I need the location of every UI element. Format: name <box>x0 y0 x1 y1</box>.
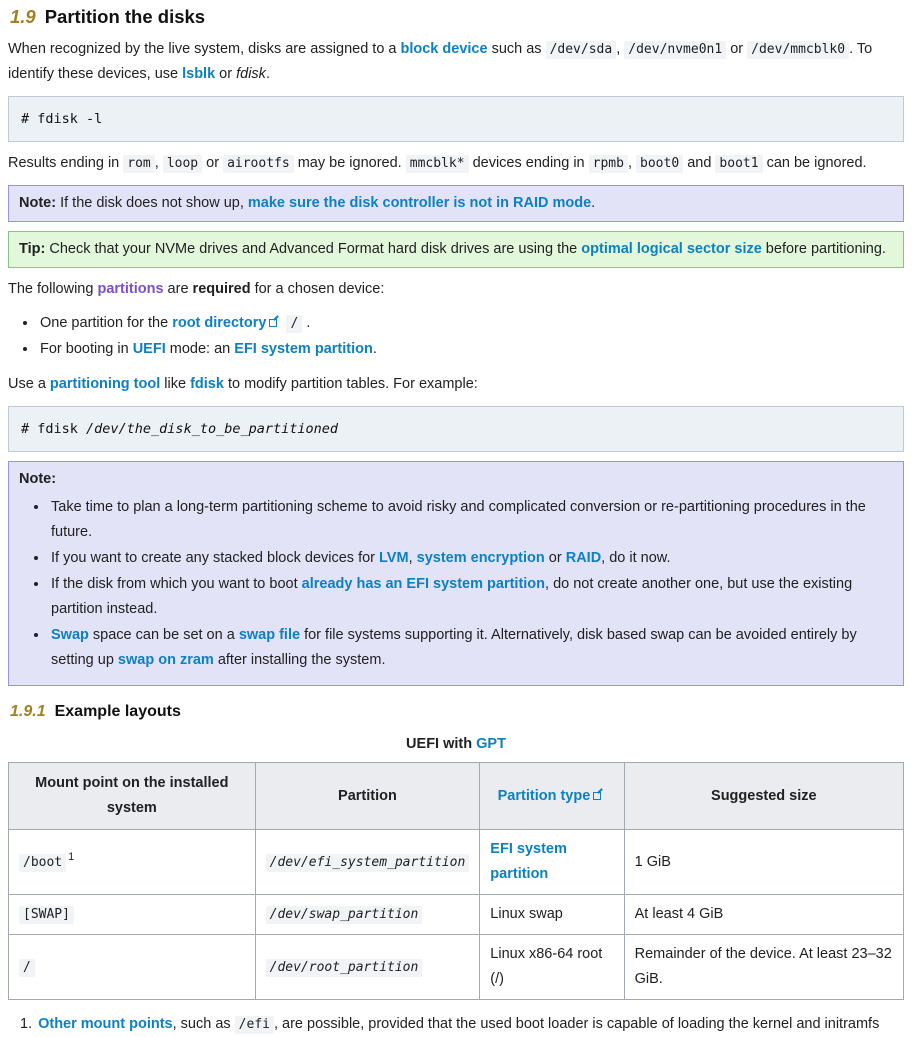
text-run: If you want to create any stacked block devices for <box>51 550 380 566</box>
link[interactable]: EFI system partition <box>234 341 373 357</box>
text-run: Note: <box>19 195 57 211</box>
text-run: Suggested size <box>711 787 817 804</box>
link[interactable]: root directory <box>172 315 267 331</box>
wiki-page <box>0 6 912 1037</box>
link[interactable]: Swap <box>51 627 89 643</box>
inline-code: /dev/root_partition <box>266 959 423 977</box>
text-run: and <box>683 155 716 171</box>
inline-code: [SWAP] <box>19 906 74 924</box>
inline-code: /dev/sda <box>546 41 617 59</box>
requirements-list <box>8 311 904 363</box>
subsection-title: Example layouts <box>54 703 181 720</box>
table-cell <box>255 935 480 1000</box>
table-header-row <box>9 763 904 830</box>
code-block-fdisk-device <box>8 406 904 452</box>
text-run: , do it now. <box>601 550 671 566</box>
note-label-text: Note: <box>19 471 57 487</box>
text-run: space can be set on a <box>88 627 239 643</box>
text-run: The following <box>8 281 98 297</box>
link[interactable]: Partition type <box>497 787 591 804</box>
text-run: One partition for the <box>40 315 173 331</box>
list-item <box>49 572 893 623</box>
text-run: , <box>154 155 163 171</box>
tip-box-sector-size <box>8 231 904 268</box>
intro-paragraph <box>8 37 904 87</box>
text-run: Linux x86-64 root (/) <box>490 946 603 987</box>
inline-code: boot1 <box>715 155 762 173</box>
text-run: When recognized by the live system, disks are assigned to a <box>8 41 401 57</box>
list-item <box>38 337 904 363</box>
text-run: 1 <box>68 850 75 863</box>
table-cell <box>255 895 480 935</box>
table-header-mount-point <box>9 763 256 830</box>
text-run: after installing the system. <box>213 652 386 668</box>
table-cell <box>9 935 256 1000</box>
table-row <box>9 935 904 1000</box>
link[interactable]: GPT <box>476 736 506 752</box>
link[interactable]: already has an EFI system partition <box>301 576 546 592</box>
text-run: can be ignored. <box>762 155 867 171</box>
link[interactable]: partitioning tool <box>49 376 161 392</box>
list-item <box>49 546 893 572</box>
text-run: Take time to plan a long-term partitioning scheme to avoid risky and complicated conversion or re-partitioning procedures in the future. <box>51 499 866 540</box>
table-header-partition <box>255 763 480 830</box>
text-run: Tip: <box>19 241 46 257</box>
text-run: for file systems supporting it. Alternatively, disk based swap can be avoided entirely by setting up <box>51 627 857 668</box>
list-item <box>38 311 904 337</box>
link[interactable]: UEFI <box>132 341 166 357</box>
table-cell <box>624 935 903 1000</box>
table-cell <box>480 895 624 935</box>
text-run: # fdisk <box>21 421 87 437</box>
text-run: , <box>627 155 637 171</box>
section-number: 1.9 <box>10 6 36 27</box>
table-cell <box>624 895 903 935</box>
note-label <box>19 467 893 492</box>
code-block-fdisk-l <box>8 96 904 142</box>
text-run: Results ending in <box>8 155 124 171</box>
text-run: , are possible, provided that the used boot loader is capable of loading the kernel and initramfs <box>273 1016 880 1032</box>
partitioning-tool-paragraph <box>8 372 904 397</box>
text-run: or <box>726 41 748 57</box>
link[interactable]: make sure the disk controller is not in RAID mode <box>247 195 592 211</box>
table-row <box>9 830 904 895</box>
link[interactable]: partitions <box>97 281 164 297</box>
text-run: Use a <box>8 376 50 392</box>
text-run: For booting in <box>40 341 133 357</box>
results-paragraph <box>8 151 904 176</box>
text-run: , such as <box>172 1016 235 1032</box>
table-cell <box>255 830 480 895</box>
partition-layout-table <box>8 762 904 1000</box>
link[interactable]: fdisk <box>190 376 224 392</box>
text-run: . <box>302 315 311 331</box>
note-list <box>19 495 893 674</box>
subsection-heading <box>10 702 904 722</box>
text-run: , <box>616 41 625 57</box>
text-run: Partition <box>338 787 397 804</box>
inline-code: /dev/mmcblk0 <box>747 41 849 59</box>
text-run: like <box>160 376 191 392</box>
inline-code: /dev/nvme0n1 <box>624 41 726 59</box>
table-cell <box>624 830 903 895</box>
link[interactable]: optimal logical sector size <box>581 241 762 257</box>
subsection-number: 1.9.1 <box>10 703 46 720</box>
table-row <box>9 895 904 935</box>
inline-code: boot0 <box>636 155 683 173</box>
inline-code: loop <box>163 155 202 173</box>
footnote <box>20 1012 904 1037</box>
link[interactable]: LVM <box>379 550 409 566</box>
section-heading <box>10 6 904 28</box>
text-run: are <box>163 281 193 297</box>
text-run: Mount point on the installed system <box>35 775 229 816</box>
inline-code: rom <box>123 155 154 173</box>
table-cell <box>480 935 624 1000</box>
text-run: If the disk does not show up, <box>56 195 248 211</box>
text-run: Check that your NVMe drives and Advanced Format hard disk drives are using the <box>45 241 582 257</box>
text-run: . To identify these devices, use <box>8 41 873 82</box>
list-item <box>49 495 893 546</box>
table-header-suggested-size <box>624 763 903 830</box>
note-box-planning <box>8 461 904 686</box>
inline-code: /efi <box>235 1016 274 1034</box>
section-title: Partition the disks <box>44 6 206 27</box>
table-cell <box>480 830 624 895</box>
text-run: If the disk from which you want to boot <box>51 576 302 592</box>
link[interactable]: swap on zram <box>117 652 214 668</box>
table-cell <box>9 895 256 935</box>
text-run: At least 4 GiB <box>634 906 724 922</box>
link[interactable]: EFI system partition <box>490 841 567 882</box>
footnote-marker: 1. <box>20 1016 33 1032</box>
text-run: , do not create another one, but use the existing partition instead. <box>51 576 853 617</box>
external-link-icon <box>269 317 279 327</box>
required-partitions-paragraph <box>8 277 904 302</box>
inline-code: rpmb <box>589 155 628 173</box>
text-run: . <box>591 195 596 211</box>
text-run: to modify partition tables. For example: <box>223 376 478 392</box>
text-run: devices ending in <box>468 155 589 171</box>
text-run: . <box>372 341 377 357</box>
link[interactable]: block device <box>400 41 488 57</box>
inline-code: /dev/swap_partition <box>266 906 423 924</box>
external-link-icon <box>593 790 603 800</box>
link[interactable]: RAID <box>565 550 602 566</box>
text-run: or <box>215 66 237 82</box>
table-header-partition-type <box>480 763 624 830</box>
link[interactable]: swap file <box>238 627 301 643</box>
list-item <box>49 623 893 674</box>
text-run: may be ignored. <box>293 155 406 171</box>
link[interactable]: lsblk <box>182 66 216 82</box>
text-run: or <box>202 155 224 171</box>
inline-code: / <box>286 315 302 333</box>
text-run: for a chosen device: <box>250 281 385 297</box>
text-run: , <box>408 550 417 566</box>
note-box-raid <box>8 185 904 222</box>
text-run: # fdisk -l <box>21 111 103 127</box>
inline-code: / <box>19 959 35 977</box>
text-run: Linux swap <box>490 906 563 922</box>
text-run: 1 GiB <box>634 853 671 870</box>
text-run: Remainder of the device. At least 23–32 GiB. <box>634 946 892 987</box>
inline-code: /boot <box>19 854 66 872</box>
text-run: fdisk <box>236 66 266 82</box>
table-cell <box>9 830 256 895</box>
footnote-text <box>38 1012 879 1037</box>
text-run: such as <box>487 41 546 57</box>
text-run: UEFI with <box>406 736 477 752</box>
text-run: mode: an <box>165 341 235 357</box>
inline-code: mmcblk* <box>406 155 469 173</box>
link[interactable]: Other mount points <box>38 1016 173 1032</box>
text-run: or <box>544 550 566 566</box>
table-caption <box>8 732 904 757</box>
inline-code: airootfs <box>223 155 294 173</box>
text-run: before partitioning. <box>761 241 886 257</box>
inline-code: /dev/efi_system_partition <box>266 854 470 872</box>
link[interactable]: system encryption <box>416 550 545 566</box>
text-run: . <box>265 66 270 82</box>
text-run: required <box>192 281 251 297</box>
text-run: /dev/the_disk_to_be_partitioned <box>86 421 338 437</box>
